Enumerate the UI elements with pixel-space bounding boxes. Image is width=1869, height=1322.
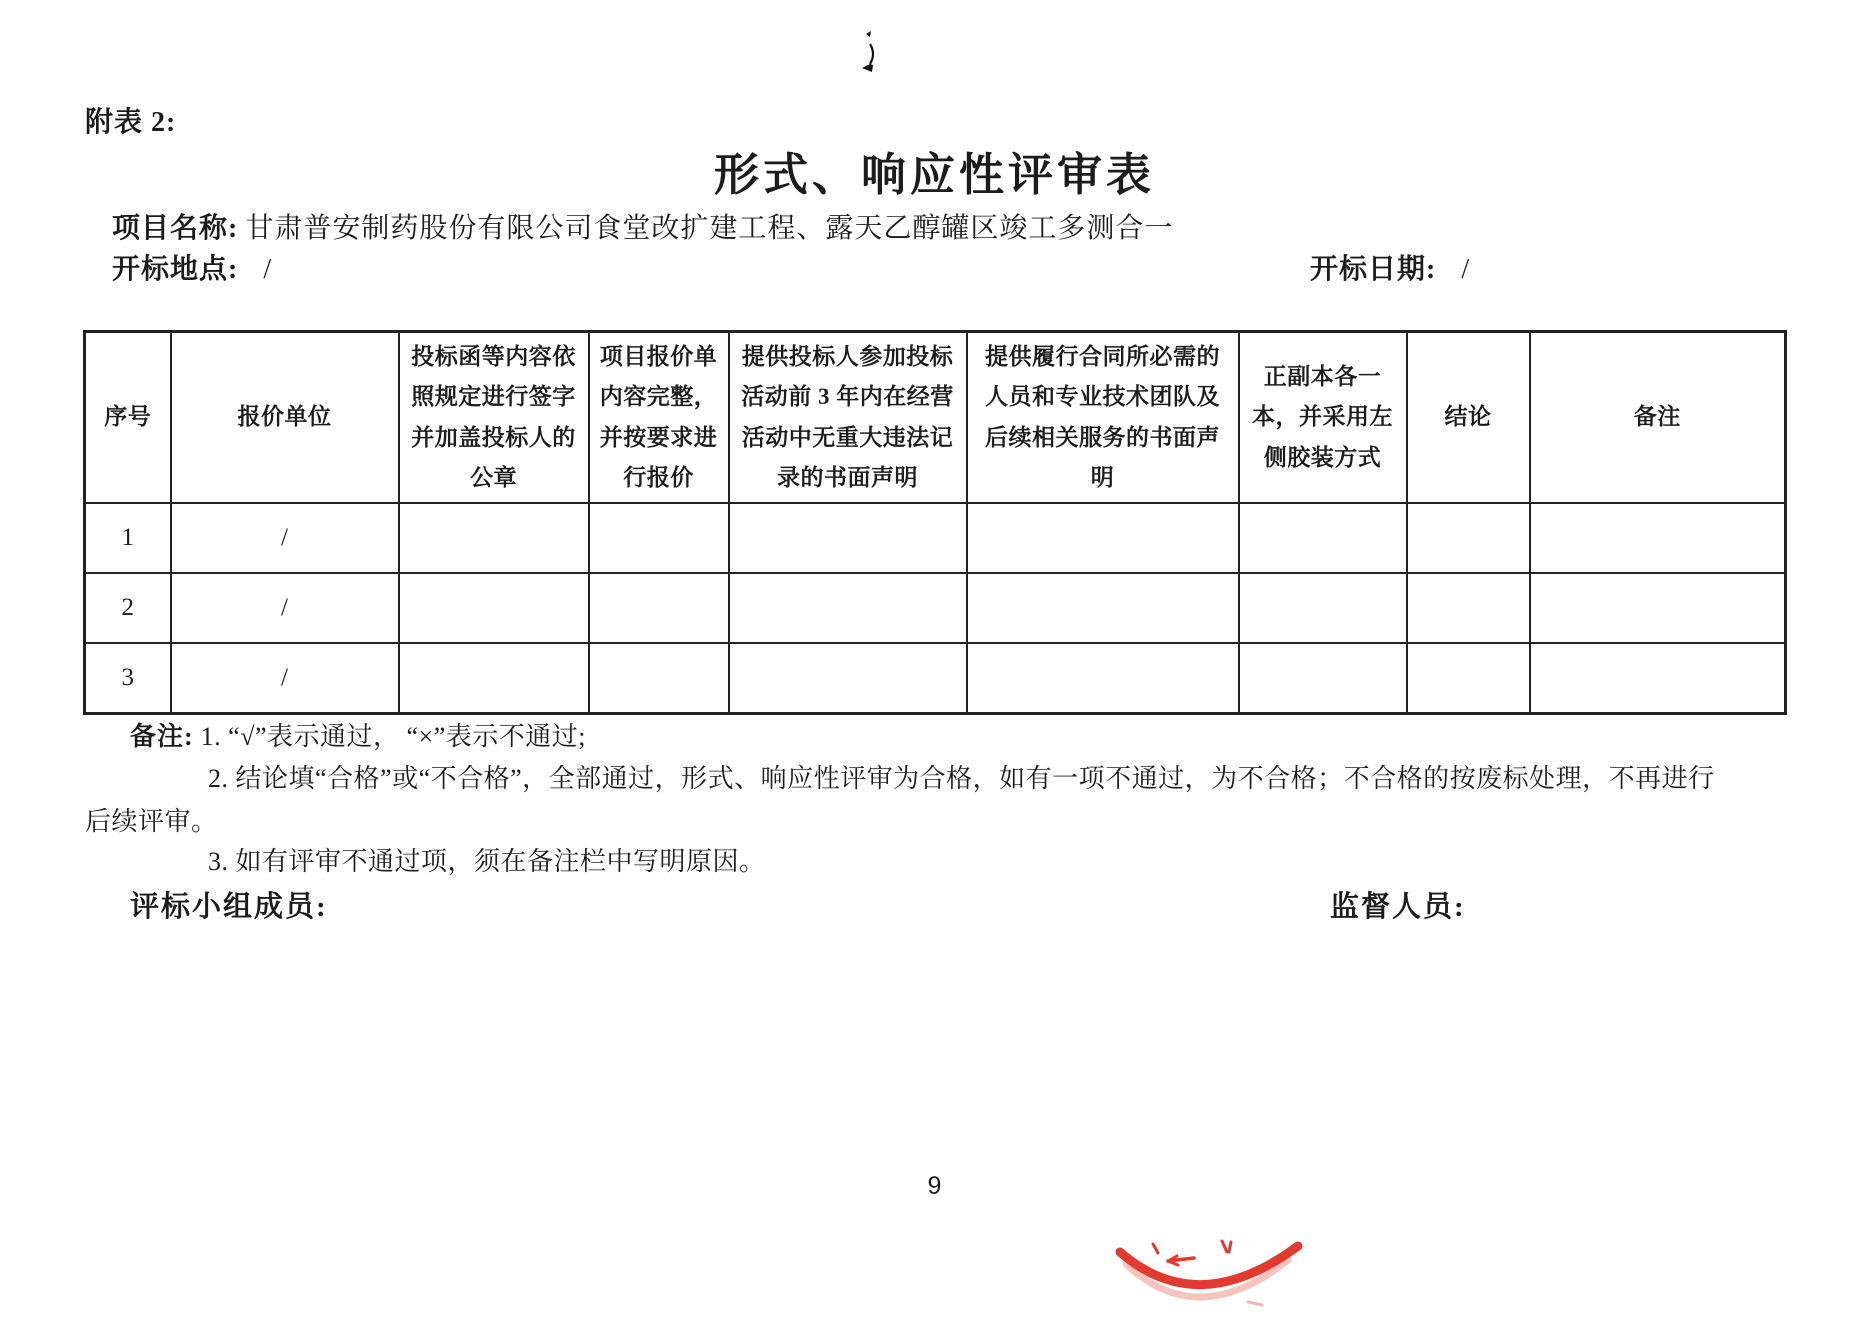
column-header-seq: 序号 bbox=[85, 332, 171, 504]
cell-empty bbox=[967, 573, 1239, 643]
notes-line-3: 3. 如有评审不通过项，须在备注栏中写明原因。 bbox=[208, 847, 766, 876]
project-name-value: 甘肃普安制药股份有限公司食堂改扩建工程、露天乙醇罐区竣工多测合一 bbox=[245, 213, 1174, 244]
notes-label: 备注: bbox=[130, 722, 194, 751]
cell-empty bbox=[589, 643, 729, 713]
cell-empty bbox=[729, 503, 967, 573]
cell-empty bbox=[1407, 573, 1530, 643]
column-header-bidder: 报价单位 bbox=[171, 332, 399, 504]
column-header-quotation-complete: 项目报价单内容完整，并按要求进行报价 bbox=[589, 332, 729, 504]
open-location-value: / bbox=[263, 254, 273, 285]
cell-empty bbox=[967, 643, 1239, 713]
supervisor-label: 监督人员: bbox=[1330, 891, 1466, 923]
column-header-binding: 正副本各一本，并采用左侧胶装方式 bbox=[1239, 332, 1407, 504]
cell-empty bbox=[399, 503, 589, 573]
cell-empty bbox=[399, 643, 589, 713]
note-1-text: 1. “√”表示通过， “×”表示不通过; bbox=[200, 722, 586, 751]
cell-empty bbox=[1239, 503, 1407, 573]
cell-seq: 1 bbox=[85, 503, 171, 573]
cell-bidder: / bbox=[171, 573, 399, 643]
cell-empty bbox=[1530, 503, 1786, 573]
project-name-label: 项目名称: bbox=[112, 213, 239, 244]
notes-line-2: 2. 结论填“合格”或“不合格”，全部通过，形式、响应性评审为合格，如有一项不通过，为不合格；不合格的按废标处理，不再进行 bbox=[208, 764, 1715, 793]
column-header-remarks: 备注 bbox=[1530, 332, 1786, 504]
cell-seq: 3 bbox=[85, 643, 171, 713]
evaluation-panel-members-label: 评标小组成员: bbox=[130, 891, 328, 923]
page-number: 9 bbox=[927, 1172, 942, 1200]
cell-empty bbox=[729, 643, 967, 713]
cell-bidder: / bbox=[171, 643, 399, 713]
review-table bbox=[83, 330, 1787, 715]
notes-line-1 bbox=[130, 716, 586, 753]
cell-empty bbox=[1530, 573, 1786, 643]
open-location-line bbox=[112, 247, 272, 287]
table-row bbox=[85, 573, 1786, 643]
cell-empty bbox=[1239, 573, 1407, 643]
cell-empty bbox=[1530, 643, 1786, 713]
cell-empty bbox=[589, 503, 729, 573]
attachment-label: 附表 2: bbox=[85, 107, 177, 138]
open-date-label: 开标日期: bbox=[1310, 254, 1437, 285]
open-location-label: 开标地点: bbox=[112, 254, 239, 285]
red-stamp-arc bbox=[1098, 1232, 1328, 1322]
open-date-value: / bbox=[1461, 254, 1471, 285]
notes-line-2-continued: 后续评审。 bbox=[85, 807, 218, 836]
page-title: 形式、响应性评审表 bbox=[713, 150, 1155, 200]
cell-bidder: / bbox=[171, 503, 399, 573]
cell-empty bbox=[1407, 503, 1530, 573]
table-header-row bbox=[85, 332, 1786, 504]
table-row bbox=[85, 503, 1786, 573]
table-row bbox=[85, 643, 1786, 713]
project-name-line bbox=[112, 206, 1173, 246]
cell-empty bbox=[729, 573, 967, 643]
column-header-signature-seal: 投标函等内容依照规定进行签字并加盖投标人的公章 bbox=[399, 332, 589, 504]
column-header-personnel-statement: 提供履行合同所必需的人员和专业技术团队及后续相关服务的书面声明 bbox=[967, 332, 1239, 504]
cell-seq: 2 bbox=[85, 573, 171, 643]
ink-smudge-mark bbox=[850, 28, 886, 80]
open-date-line bbox=[1310, 247, 1470, 287]
cell-empty bbox=[589, 573, 729, 643]
cell-empty bbox=[1239, 643, 1407, 713]
cell-empty bbox=[1407, 643, 1530, 713]
cell-empty bbox=[967, 503, 1239, 573]
column-header-no-violation: 提供投标人参加投标活动前 3 年内在经营活动中无重大违法记录的书面声明 bbox=[729, 332, 967, 504]
cell-empty bbox=[399, 573, 589, 643]
column-header-conclusion: 结论 bbox=[1407, 332, 1530, 504]
